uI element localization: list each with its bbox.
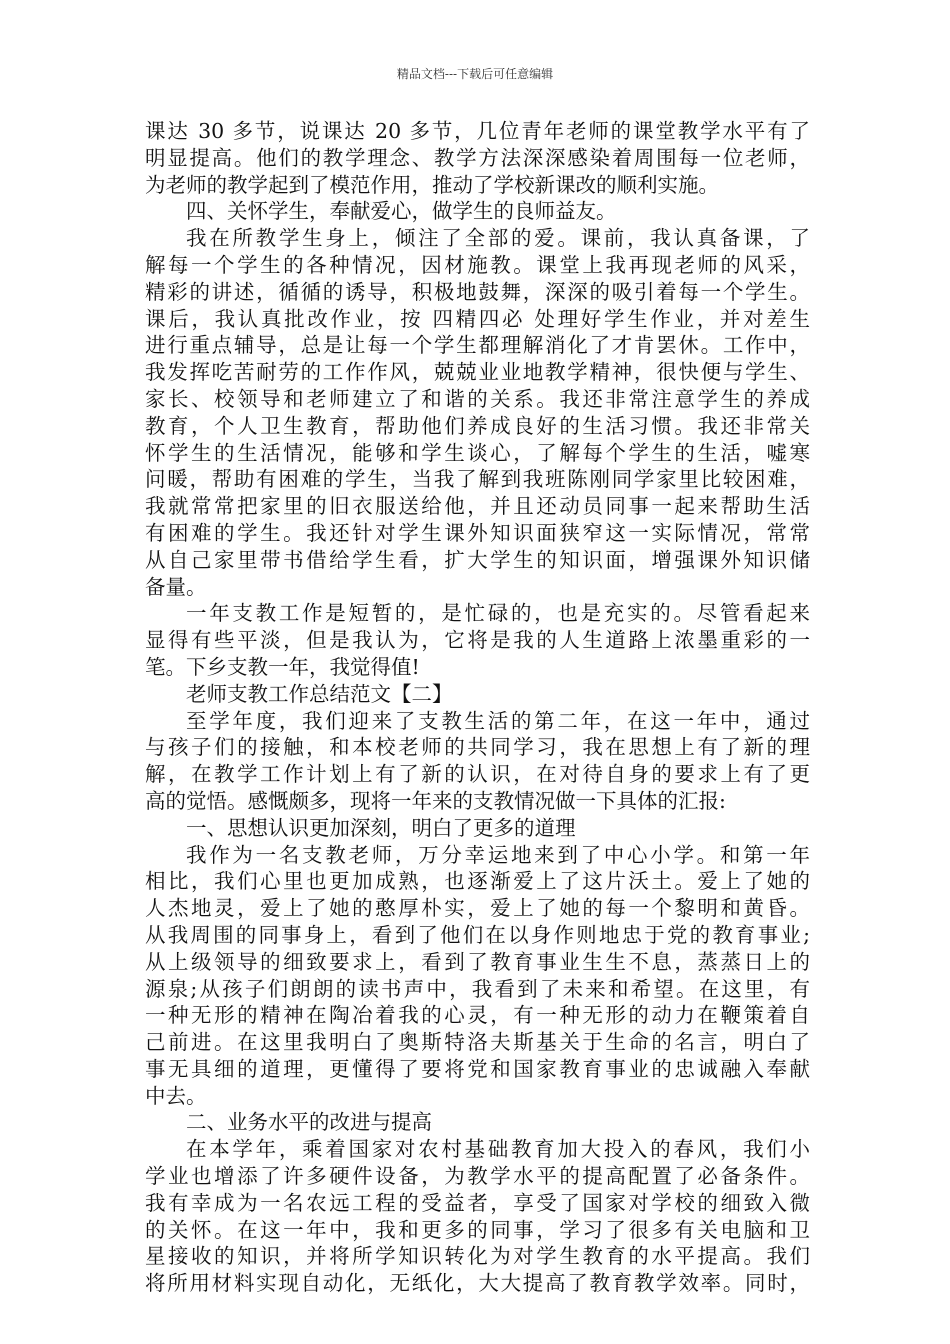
text-line: 解，在教学工作计划上有了新的认识，在对待自身的要求上有了更 — [145, 762, 810, 787]
text-line: 一种无形的精神在陶冶着我的心灵，有一种无形的动力在鞭策着自 — [145, 1003, 810, 1028]
text-line: 高的觉悟。感慨颇多，现将一年来的支教情况做一下具体的汇报: — [145, 788, 726, 813]
text-line: 课后，我认真批改作业，按 四精四必 处理好学生作业，并对差生 — [145, 306, 810, 331]
text-line: 四、关怀学生，奉献爱心，做学生的良师益友。 — [186, 199, 617, 224]
document-body — [145, 118, 810, 1297]
text-line: 精彩的讲述，循循的诱导，积极地鼓舞，深深的吸引着每一个学生。 — [145, 279, 810, 304]
text-line: 将所用材料实现自动化，无纸化，大大提高了教育教学效率。同时， — [145, 1271, 810, 1296]
page-header: 精品文档---下载后可任意编辑 — [396, 67, 554, 81]
text-line: 源泉;从孩子们朗朗的读书声中，我看到了未来和希望。在这里，有 — [145, 976, 810, 1001]
text-line: 我发挥吃苦耐劳的工作作风，兢兢业业地教学精神，很快便与学生、 — [145, 360, 810, 385]
text-line: 老师支教工作总结范文【二】 — [186, 681, 453, 706]
text-line: 显得有些平淡，但是我认为，它将是我的人生道路上浓墨重彩的一 — [145, 628, 810, 653]
text-line: 我有幸成为一名农远工程的受益者，享受了国家对学校的细致入微 — [145, 1190, 810, 1215]
text-line: 我作为一名支教老师，万分幸运地来到了中心小学。和第一年 — [186, 842, 810, 867]
text-line: 在本学年，乘着国家对农村基础教育加大投入的春风，我们小 — [186, 1137, 810, 1162]
text-line: 怀学生的生活情况，能够和学生谈心，了解每个学生的生活，嘘寒 — [145, 440, 810, 465]
text-line: 我在所教学生身上，倾注了全部的爱。课前，我认真备课，了 — [186, 226, 810, 251]
text-line: 相比，我们心里也更加成熟，也逐渐爱上了这片沃土。爱上了她的 — [145, 869, 810, 894]
text-line: 有困难的学生。我还针对学生课外知识面狭窄这一实际情况，常常 — [145, 520, 810, 545]
text-line: 我就常常把家里的旧衣服送给他，并且还动员同事一起来帮助生活 — [145, 494, 810, 519]
text-line: 人杰地灵，爱上了她的憨厚朴实，爱上了她的每一个黎明和黄昏。 — [145, 896, 810, 921]
text-line: 一、思想认识更加深刻，明白了更多的道理 — [186, 815, 576, 840]
text-line: 从自己家里带书借给学生看，扩大学生的知识面，增强课外知识储 — [145, 547, 810, 572]
text-line: 二、业务水平的改进与提高 — [186, 1110, 432, 1135]
text-line: 的关怀。在这一年中，我和更多的同事，学习了很多有关电脑和卫 — [145, 1217, 810, 1242]
text-line: 一年支教工作是短暂的，是忙碌的，也是充实的。尽管看起来 — [186, 601, 810, 626]
text-line: 笔。下乡支教一年，我觉得值! — [145, 654, 420, 679]
text-line: 与孩子们的接触，和本校老师的共同学习，我在思想上有了新的理 — [145, 735, 810, 760]
text-line: 中去。 — [145, 1083, 207, 1108]
text-line: 事无具细的道理，更懂得了要将党和国家教育事业的忠诚融入奉献 — [145, 1056, 810, 1081]
text-line: 解每一个学生的各种情况，因材施教。课堂上我再现老师的风采， — [145, 252, 810, 277]
text-line: 己前进。在这里我明白了奥斯特洛夫斯基关于生命的名言，明白了 — [145, 1030, 810, 1055]
text-line: 课达 30 多节，说课达 20 多节，几位青年老师的课堂教学水平有了 — [145, 119, 810, 143]
text-line: 教育，个人卫生教育，帮助他们养成良好的生活习惯。我还非常关 — [145, 413, 810, 438]
text-line: 星接收的知识，并将所学知识转化为对学生教育的水平提高。我们 — [145, 1244, 810, 1269]
text-line: 问暖，帮助有困难的学生，当我了解到我班陈刚同学家里比较困难， — [145, 467, 810, 492]
text-line: 为老师的教学起到了模范作用，推动了学校新课改的顺利实施。 — [145, 172, 719, 197]
text-line: 明显提高。他们的教学理念、教学方法深深感染着周围每一位老师， — [145, 145, 810, 170]
text-line: 学业也增添了许多硬件设备，为教学水平的提高配置了必备条件。 — [145, 1164, 810, 1189]
text-line: 备量。 — [145, 574, 207, 599]
text-line: 家长、校领导和老师建立了和谐的关系。我还非常注意学生的养成 — [145, 386, 810, 411]
text-line: 至学年度，我们迎来了支教生活的第二年，在这一年中，通过 — [186, 708, 810, 733]
text-line: 从我周围的同事身上，看到了他们在以身作则地忠于党的教育事业; — [145, 922, 810, 947]
text-line: 从上级领导的细致要求上，看到了教育事业生生不息，蒸蒸日上的 — [145, 949, 810, 974]
text-line: 进行重点辅导，总是让每一个学生都理解消化了才肯罢休。工作中， — [145, 333, 810, 358]
